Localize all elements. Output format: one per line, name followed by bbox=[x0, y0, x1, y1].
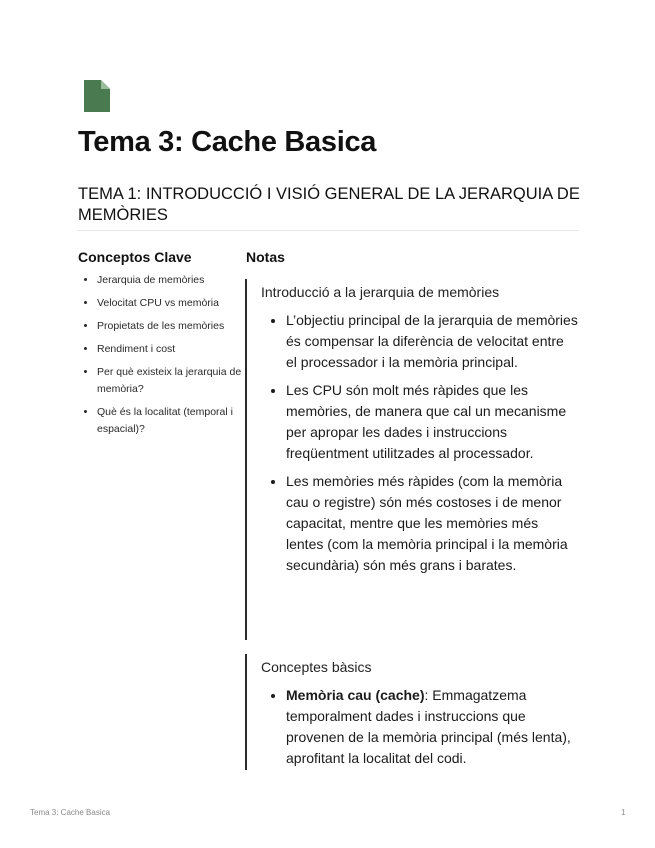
note-item: • Les CPU són molt més ràpides que les memòries, de manera que cal un mecanisme per apropar les dades i instruccions freqüentment utilitzades al processador. bbox=[286, 380, 578, 464]
note-block-title: Introducció a la jerarquia de memòries bbox=[261, 284, 500, 300]
page-number: 1 bbox=[621, 808, 626, 817]
concept-item: • Propietats de les memòries bbox=[97, 318, 257, 335]
note-block-title: Conceptes bàsics bbox=[261, 659, 372, 675]
page-title: Tema 3: Cache Basica bbox=[78, 126, 377, 158]
concept-item: • Jerarquia de memòries bbox=[97, 272, 257, 289]
section-heading: TEMA 1: INTRODUCCIÓ I VISIÓ GENERAL DE LA JERARQUIA DE MEMÒRIES bbox=[78, 185, 580, 224]
concepts-heading: Conceptos Clave bbox=[78, 249, 192, 265]
note-list bbox=[261, 310, 578, 576]
concepts-list bbox=[78, 272, 257, 444]
concept-item: • Per què existeix la jerarquia de memòria? bbox=[97, 364, 257, 398]
section-divider bbox=[78, 230, 578, 231]
concept-item: • Què és la localitat (temporal i espacial)? bbox=[97, 404, 257, 438]
footer-title: Tema 3: Cache Basica bbox=[30, 808, 111, 817]
note-term: Memòria cau (cache) bbox=[286, 687, 425, 703]
concept-item: • Rendiment i cost bbox=[97, 341, 257, 358]
note-list bbox=[261, 685, 578, 769]
note-item: • Les memòries més ràpides (com la memòria cau o registre) són més costoses i de menor capacitat, mentre que les memòries més lentes (com la memòria principal i la memòria secundària) són més grans i barates. bbox=[286, 471, 578, 576]
note-item bbox=[286, 685, 578, 769]
concept-item: • Velocitat CPU vs memòria bbox=[97, 295, 257, 312]
note-block-basics bbox=[245, 654, 601, 770]
note-block-intro bbox=[245, 279, 601, 640]
note-term-text: : Emmagatzema temporalment dades i instruccions que provenen de la memòria principal (més lenta), aprofitant la localitat del codi. bbox=[286, 687, 571, 766]
page-icon bbox=[84, 80, 110, 112]
notes-heading: Notas bbox=[246, 249, 285, 265]
note-item: • L’objectiu principal de la jerarquia de memòries és compensar la diferència de velocitat entre el processador i la memòria principal. bbox=[286, 310, 578, 373]
